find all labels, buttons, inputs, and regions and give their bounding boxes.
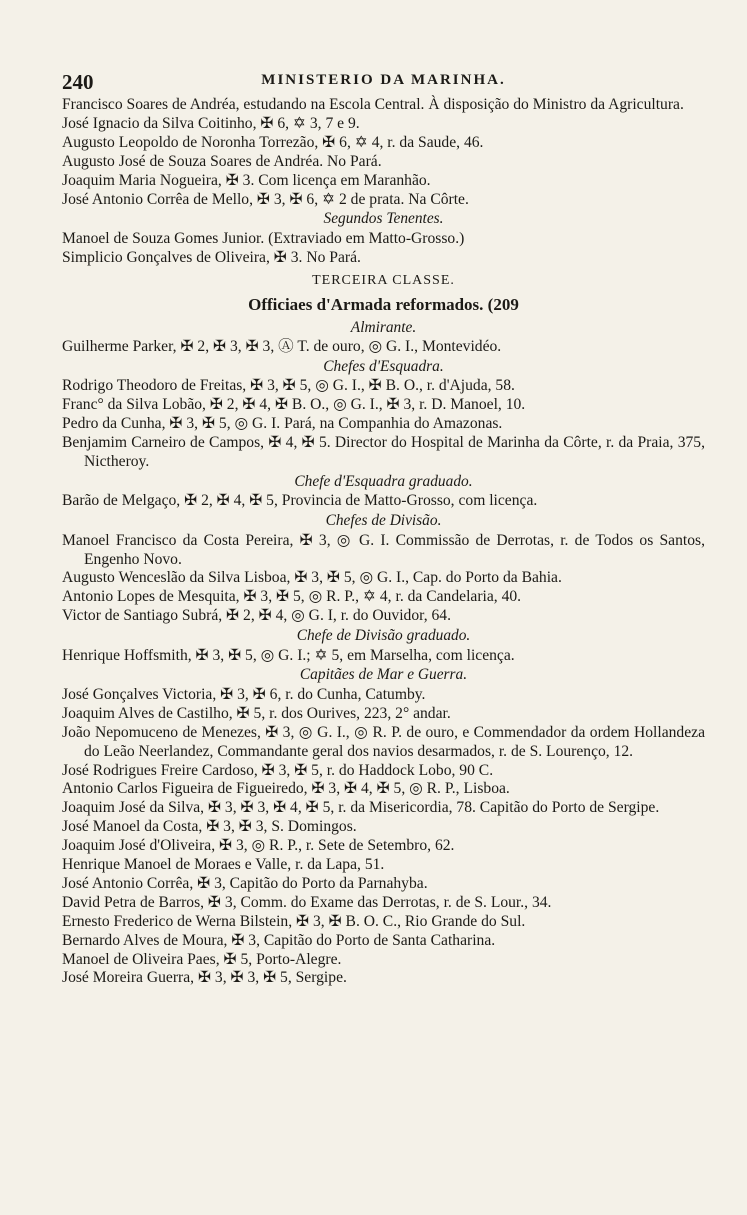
roster-entry: Francisco Soares de Andréa, estudando na Escola Central. À disposição do Ministro da Agricultura. [62,96,684,113]
rank-heading: Capitães de Mar e Guerra. [299,666,468,684]
roster-entry: Henrique Hoffsmith, ✠ 3, ✠ 5, ◎ G. I.; ✡ 5, em Marselha, com licença. [62,646,515,664]
roster-entry: Barão de Melgaço, ✠ 2, ✠ 4, ✠ 5, Provincia de Matto-Grosso, com licença. [62,492,538,510]
roster-entry: Benjamim Carneiro de Campos, ✠ 4, ✠ 5. Director do Hospital de Marinha da Côrte, r. da Praia, 375, Nictheroy. [62,434,705,470]
roster-entry: José Ignacio da Silva Coitinho, ✠ 6, ✡ 3, 7 e 9. [62,114,360,132]
rank-heading: Chefes de Divisão. [325,512,442,530]
roster-entry: Guilherme Parker, ✠ 2, ✠ 3, ✠ 3, Ⓐ T. de ouro, ◎ G. I., Montevidéo. [62,338,502,356]
roster-entry: Franc° da Silva Lobão, ✠ 2, ✠ 4, ✠ B. O., ◎ G. I., ✠ 3, r. D. Manoel, 10. [62,396,526,414]
roster-entry: Augusto Leopoldo de Noronha Torrezão, ✠ 6, ✡ 4, r. da Saude, 46. [62,133,484,151]
roster-entry: José Moreira Guerra, ✠ 3, ✠ 3, ✠ 5, Sergipe. [62,969,347,987]
roster-entry: Ernesto Frederico de Werna Bilstein, ✠ 3, ✠ B. O. C., Rio Grande do Sul. [62,912,526,930]
roster-entry: José Antonio Corrêa, ✠ 3, Capitão do Porto da Parnahyba. [62,874,428,892]
roster-entry: Augusto José de Souza Soares de Andréa. No Pará. [62,152,382,170]
rank-heading: Almirante. [350,318,417,336]
roster-entry: João Nepomuceno de Menezes, ✠ 3, ◎ G. I., ◎ R. P. de ouro, e Commendador da ordem Hollandeza do Leão Neerlandez, Commandante geral dos navios desarmados, r. de S. Lourenço, 12. [62,723,705,760]
roster-entry: Victor de Santiago Subrá, ✠ 2, ✠ 4, ◎ G. I, r. do Ouvidor, 64. [62,607,451,625]
rank-heading: Chefe d'Esquadra graduado. [294,472,473,490]
roster-entry: José Manoel da Costa, ✠ 3, ✠ 3, S. Domingos. [62,818,357,836]
section-heading: TERCEIRA CLASSE. [312,272,455,288]
roster-entry: Joaquim José da Silva, ✠ 3, ✠ 3, ✠ 4, ✠ 5, r. da Misericordia, 78. Capitão do Porto de Sergipe. [62,799,660,817]
roster-entry: Bernardo Alves de Moura, ✠ 3, Capitão do Porto de Santa Catharina. [62,931,496,949]
roster-entry: David Petra de Barros, ✠ 3, Comm. do Exame das Derrotas, r. de S. Lour., 34. [62,893,552,911]
roster-entry: Manoel de Souza Gomes Junior. (Extraviado em Matto-Grosso.) [62,229,465,247]
page-header [62,68,705,96]
roster-entry: Augusto Wenceslão da Silva Lisboa, ✠ 3, ✠ 5, ◎ G. I., Cap. do Porto da Bahia. [62,569,562,587]
roster-entry: Simplicio Gonçalves de Oliveira, ✠ 3. No Pará. [62,248,361,266]
roster-entry: Joaquim Alves de Castilho, ✠ 5, r. dos Ourives, 223, 2° andar. [62,704,451,722]
roster-entry: Manoel Francisco da Costa Pereira, ✠ 3, ◎ G. I. Commissão de Derrotas, r. de Todos os Santos, Engenho Novo. [62,531,705,568]
roster-entry: Henrique Manoel de Moraes e Valle, r. da Lapa, 51. [62,856,385,874]
body-text [62,96,705,988]
roster-entry: José Antonio Corrêa de Mello, ✠ 3, ✠ 6, ✡ 2 de prata. Na Côrte. [62,190,469,208]
rank-heading: Chefes d'Esquadra. [323,357,444,375]
roster-entry: Antonio Lopes de Mesquita, ✠ 3, ✠ 5, ◎ R. P., ✡ 4, r. da Candelaria, 40. [62,588,522,606]
roster-entry: Joaquim Maria Nogueira, ✠ 3. Com licença em Maranhão. [62,171,431,189]
class-heading: Officiaes d'Armada reformados. (209 [248,294,519,314]
running-title: MINISTERIO DA MARINHA. [261,72,506,88]
roster-entry: José Gonçalves Victoria, ✠ 3, ✠ 6, r. do Cunha, Catumby. [62,685,426,703]
page-number: 240 [62,70,94,94]
roster-entry: Manoel de Oliveira Paes, ✠ 5, Porto-Alegre. [62,950,342,968]
roster-entry: José Rodrigues Freire Cardoso, ✠ 3, ✠ 5, r. do Haddock Lobo, 90 C. [62,761,494,779]
roster-entry: Antonio Carlos Figueira de Figueiredo, ✠ 3, ✠ 4, ✠ 5, ◎ R. P., Lisboa. [62,780,510,798]
rank-heading: Segundos Tenentes. [323,210,444,228]
rank-heading: Chefe de Divisão graduado. [296,627,471,645]
roster-entry: Pedro da Cunha, ✠ 3, ✠ 5, ◎ G. I. Pará, na Companhia do Amazonas. [62,415,503,433]
roster-entry: Joaquim José d'Oliveira, ✠ 3, ◎ R. P., r. Sete de Setembro, 62. [62,837,455,855]
roster-entry: Rodrigo Theodoro de Freitas, ✠ 3, ✠ 5, ◎ G. I., ✠ B. O., r. d'Ajuda, 58. [62,377,515,395]
